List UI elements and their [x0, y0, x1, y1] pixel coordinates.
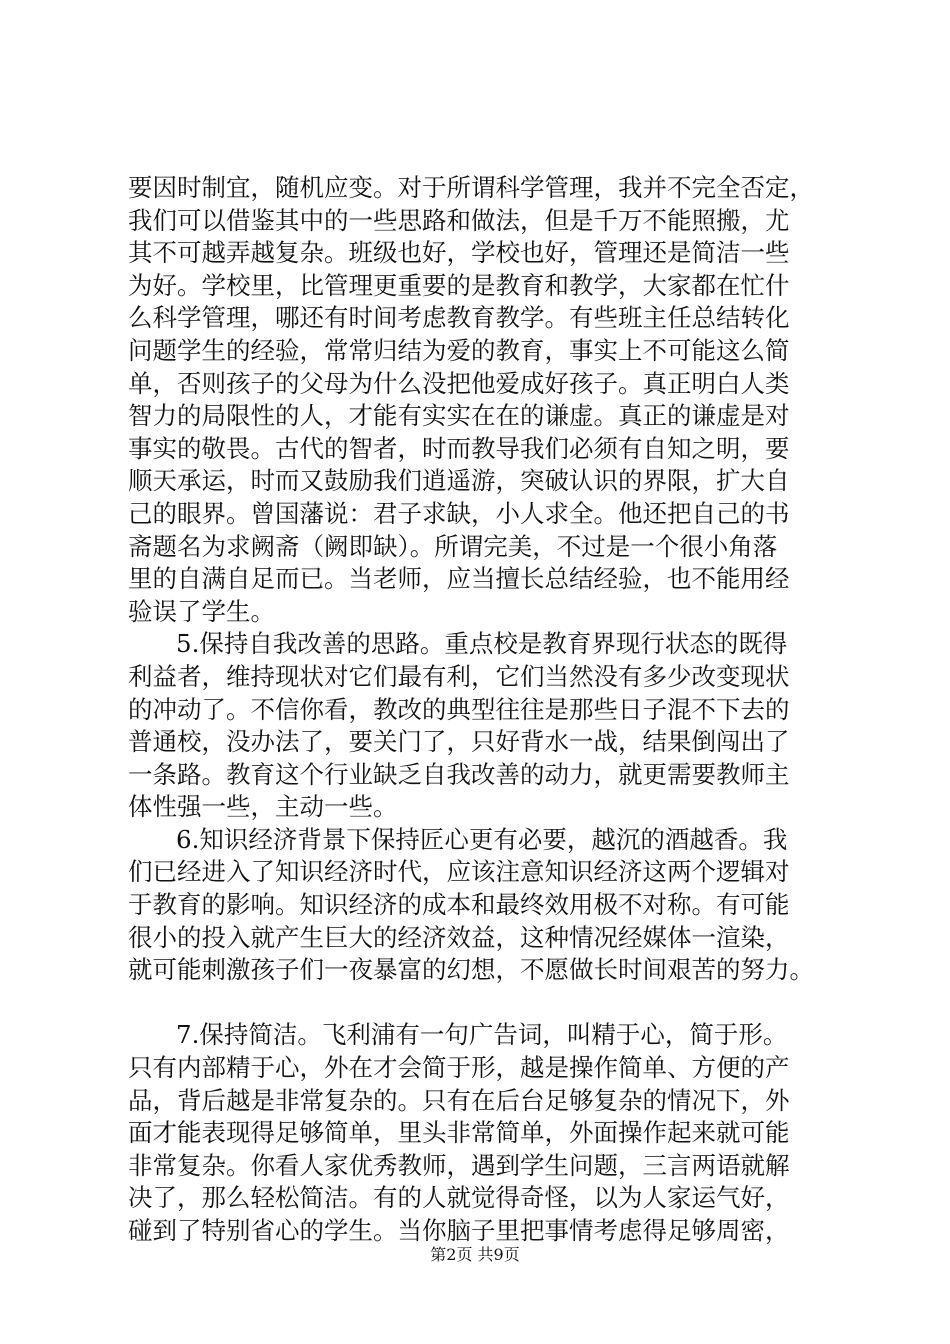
text-line: 智力的局限性的人，才能有实实在在的谦虚。真正的谦虚是对	[128, 401, 790, 431]
page-number-footer: 第2页 共9页	[430, 1245, 520, 1264]
text-line: 么科学管理，哪还有时间考虑教育教学。有些班主任总结转化	[128, 303, 790, 333]
text-line: 品，背后越是非常复杂的。只有在后台足够复杂的情况下，外	[128, 1085, 790, 1115]
text-line: 一条路。教育这个行业缺乏自我改善的动力，就更需要教师主	[128, 759, 790, 789]
text-line: 问题学生的经验，常常归结为爱的教育，事实上不可能这么简	[128, 335, 790, 365]
body-text	[128, 172, 848, 1248]
text-line: 事实的敬畏。古代的智者，时而教导我们必须有自知之明，要	[128, 433, 790, 463]
text-line: 为好。学校里，比管理更重要的是教育和教学，大家都在忙什	[128, 270, 790, 300]
text-line: 很小的投入就产生巨大的经济效益，这种情况经媒体一渲染，	[128, 922, 790, 952]
text-line: 面才能表现得足够简单，里头非常简单，外面操作起来就可能	[128, 1118, 790, 1148]
text-line: 的冲动了。不信你看，教改的典型往往是那些日子混不下去的	[128, 694, 790, 724]
text-line: 利益者，维持现状对它们最有利，它们当然没有多少改变现状	[128, 661, 790, 691]
section-6-first-line: 6.知识经济背景下保持匠心更有必要，越沉的酒越香。我	[176, 824, 788, 854]
text-line: 单，否则孩子的父母为什么没把他爱成好孩子。真正明白人类	[128, 368, 790, 398]
text-line: 决了，那么轻松简洁。有的人就觉得奇怪，以为人家运气好，	[128, 1183, 790, 1213]
text-line: 于教育的影响。知识经济的成本和最终效用极不对称。有可能	[128, 890, 790, 920]
text-line: 们已经进入了知识经济时代，应该注意知识经济这两个逻辑对	[128, 857, 790, 887]
text-line: 普通校，没办法了，要关门了，只好背水一战，结果倒闯出了	[128, 727, 790, 757]
text-line: 顺天承运，时而又鼓励我们逍遥游，突破认识的界限，扩大自	[128, 466, 790, 496]
text-line: 就可能刺激孩子们一夜暴富的幻想，不愿做长时间艰苦的努力。	[128, 955, 814, 985]
text-line: 我们可以借鉴其中的一些思路和做法，但是千万不能照搬，尤	[128, 205, 790, 235]
text-line: 其不可越弄越复杂。班级也好，学校也好，管理还是简洁一些	[128, 238, 790, 268]
text-line: 要因时制宜，随机应变。对于所谓科学管理，我并不完全否定，	[128, 173, 814, 202]
text-line: 碰到了特别省心的学生。当你脑子里把事情考虑得足够周密，	[128, 1216, 790, 1245]
text-line: 己的眼界。曾国藩说：君子求缺，小人求全。他还把自己的书	[128, 498, 790, 528]
text-line: 里的自满自足而已。当老师，应当擅长总结经验，也不能用经	[128, 564, 790, 594]
section-5-first-line: 5.保持自我改善的思路。重点校是教育界现行状态的既得	[176, 629, 788, 659]
paragraph-gap	[128, 987, 848, 1020]
text-line: 只有内部精于心，外在才会简于形，越是操作简单、方便的产	[128, 1053, 790, 1083]
text-line: 体性强一些，主动一些。	[128, 792, 398, 822]
text-line: 斋题名为求阙斋（阙即缺）。所谓完美，不过是一个很小角落	[128, 531, 778, 561]
section-7-first-line: 7.保持简洁。飞利浦有一句广告词，叫精于心，简于形。	[176, 1020, 788, 1050]
text-line: 非常复杂。你看人家优秀教师，遇到学生问题，三言两语就解	[128, 1150, 790, 1180]
text-line: 验误了学生。	[128, 596, 275, 626]
